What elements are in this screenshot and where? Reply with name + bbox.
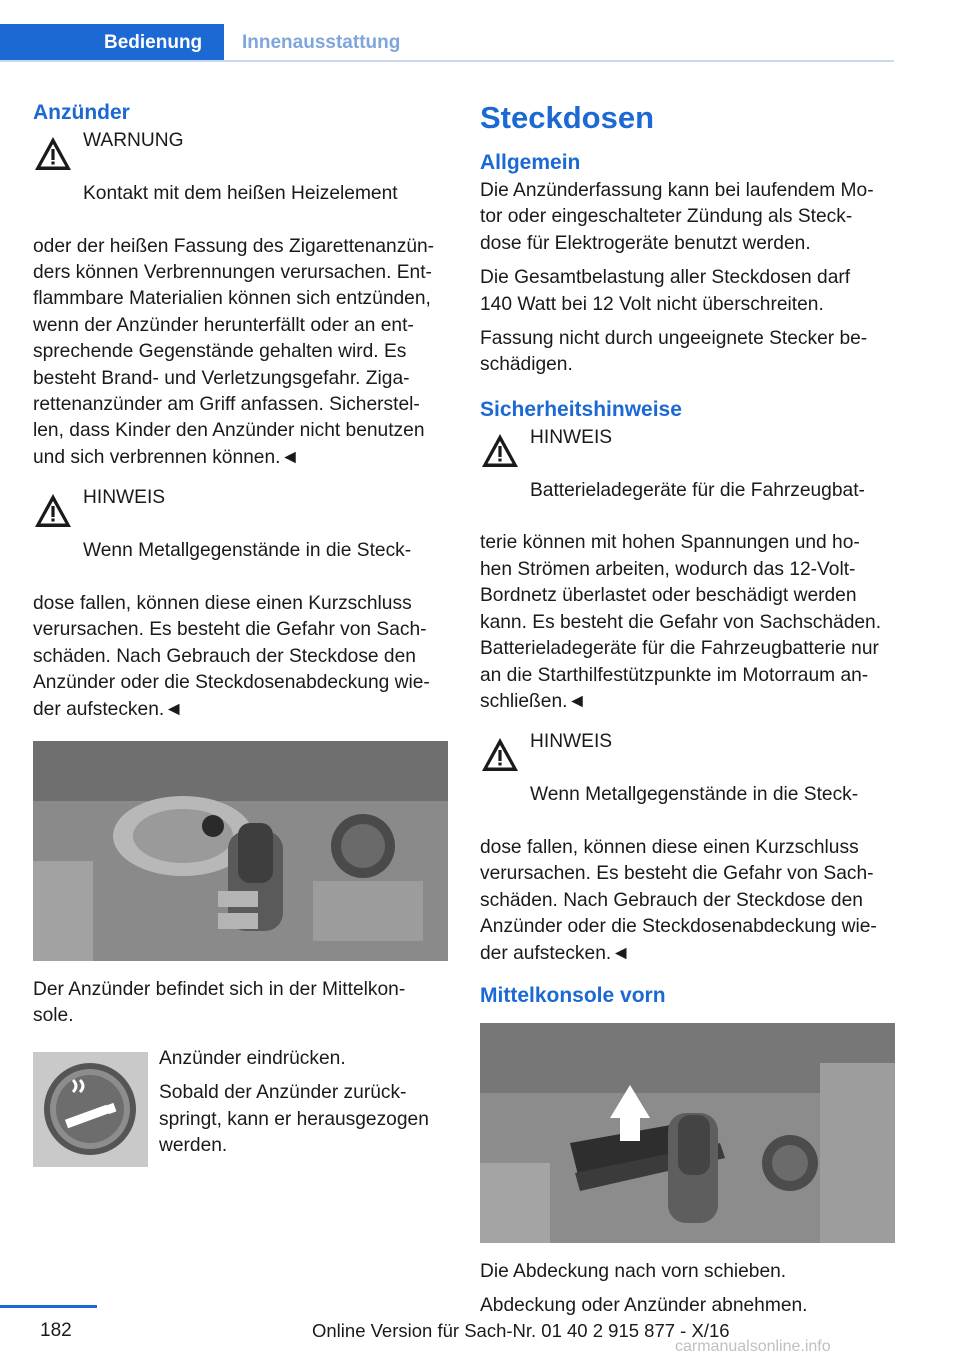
header-divider [0,60,894,62]
step-remove-cover: Abdeckung oder Anzünder abnehmen. [480,1295,808,1317]
warning-triangle-icon [33,491,73,531]
notice-first-line: Wenn Metallgegenstände in die Steck- [83,540,412,562]
heading-allgemein: Allgemein [480,151,581,174]
step-remove-lighter: Sobald der Anzünder zurück- springt, kann er herausgezogen werden. [159,1082,429,1156]
heading-sicherheitshinweise: Sicherheitshinweise [480,397,682,421]
footer-divider [0,1305,97,1308]
center-console-photo [33,741,448,961]
tab-bedienung[interactable]: Bedienung [0,24,224,62]
cigarette-lighter-icon [33,1052,148,1167]
warning-title: WARNUNG [83,130,184,151]
notice-title: HINWEIS [83,487,166,509]
heading-mittelkonsole: Mittelkonsole vorn [480,983,666,1007]
notice-first-line: Wenn Metallgegenstände in die Steck- [530,784,859,806]
notice-text: dose fallen, können diese einen Kurzschluss verursachen. Es besteht die Gefahr von Sach- schäden. Nach Gebrauch der Steckdose den Anzünder oder die Steckdosenabdeckung wie- der aufstecken.◄ [33,592,430,720]
paragraph-allgemein-3: Fassung nicht durch ungeeignete Stecker be- schädigen. [480,328,868,376]
tab-innenausstattung[interactable]: Innenausstattung [224,24,416,62]
notice-block [480,425,896,715]
lighter-instructions [33,1046,448,1168]
warning-text: oder der heißen Fassung des Zigarettenanzün- ders können Verbrennungen verursachen. Ent- flammbare Materialien können sich entzünden, wenn der Anzünder herunterfällt oder an ent- sprechende Gegenstände gehalten wird. Es besteht Brand- und Verletzungsgefahr. Ziga- rettenanzünder am Griff anfassen. Sicherstel- len, dass Kinder den Anzünder nicht benutzen und sich verbrennen können.◄ [33,235,435,468]
step-push-cover: Die Abdeckung nach vorn schieben. [480,1260,787,1282]
paragraph-allgemein-2: Die Gesamtbelastung aller Steckdosen darf 140 Watt bei 12 Volt nicht überschreiten. [480,267,851,315]
notice-block [480,729,896,967]
online-version-note: Online Version für Sach-Nr. 01 40 2 915 877 - X/16 [312,1320,730,1341]
left-column [33,98,448,1168]
warning-triangle-icon [480,735,520,775]
front-console-photo [480,1023,895,1243]
notice-title: HINWEIS [530,731,613,753]
watermark: carmanualsonline.info [675,1338,831,1355]
page-number: 182 [40,1320,72,1341]
warning-triangle-icon [33,134,73,174]
right-column [480,98,896,1328]
step-press-lighter: Anzünder eindrücken. [159,1047,346,1069]
page-title: Steckdosen [480,100,655,135]
warning-triangle-icon [480,431,520,471]
header-tabs [0,24,416,62]
notice-block [33,485,448,723]
notice-text: terie können mit hohen Spannungen und ho- hen Strömen arbeiten, wodurch das 12-Volt- Bordnetz überlastet oder beschädigt werden kann. Es besteht die Gefahr von Sachschäden. Batterieladegeräte für die Fahrzeugbatterie nur an die Starthilfestützpunkte im Motorraum an- schließen.◄ [480,532,882,712]
heading-anzuender: Anzünder [33,101,130,124]
photo-caption: Der Anzünder befindet sich in der Mittelkon- sole. [33,978,406,1027]
notice-text: dose fallen, können diese einen Kurzschluss verursachen. Es besteht die Gefahr von Sach- schäden. Nach Gebrauch der Steckdose den Anzünder oder die Steckdosenabdeckung wie- der aufstecken.◄ [480,836,877,964]
notice-title: HINWEIS [530,426,613,448]
warning-block [33,128,448,471]
notice-first-line: Batterieladegeräte für die Fahrzeugbat- [530,479,865,501]
warning-first-line: Kontakt mit dem heißen Heizelement [83,182,398,204]
paragraph-allgemein-1: Die Anzünderfassung kann bei laufendem Mo- tor oder eingeschalteter Zündung als Steck- dose für Elektrogeräte benutzt werden. [480,180,874,254]
